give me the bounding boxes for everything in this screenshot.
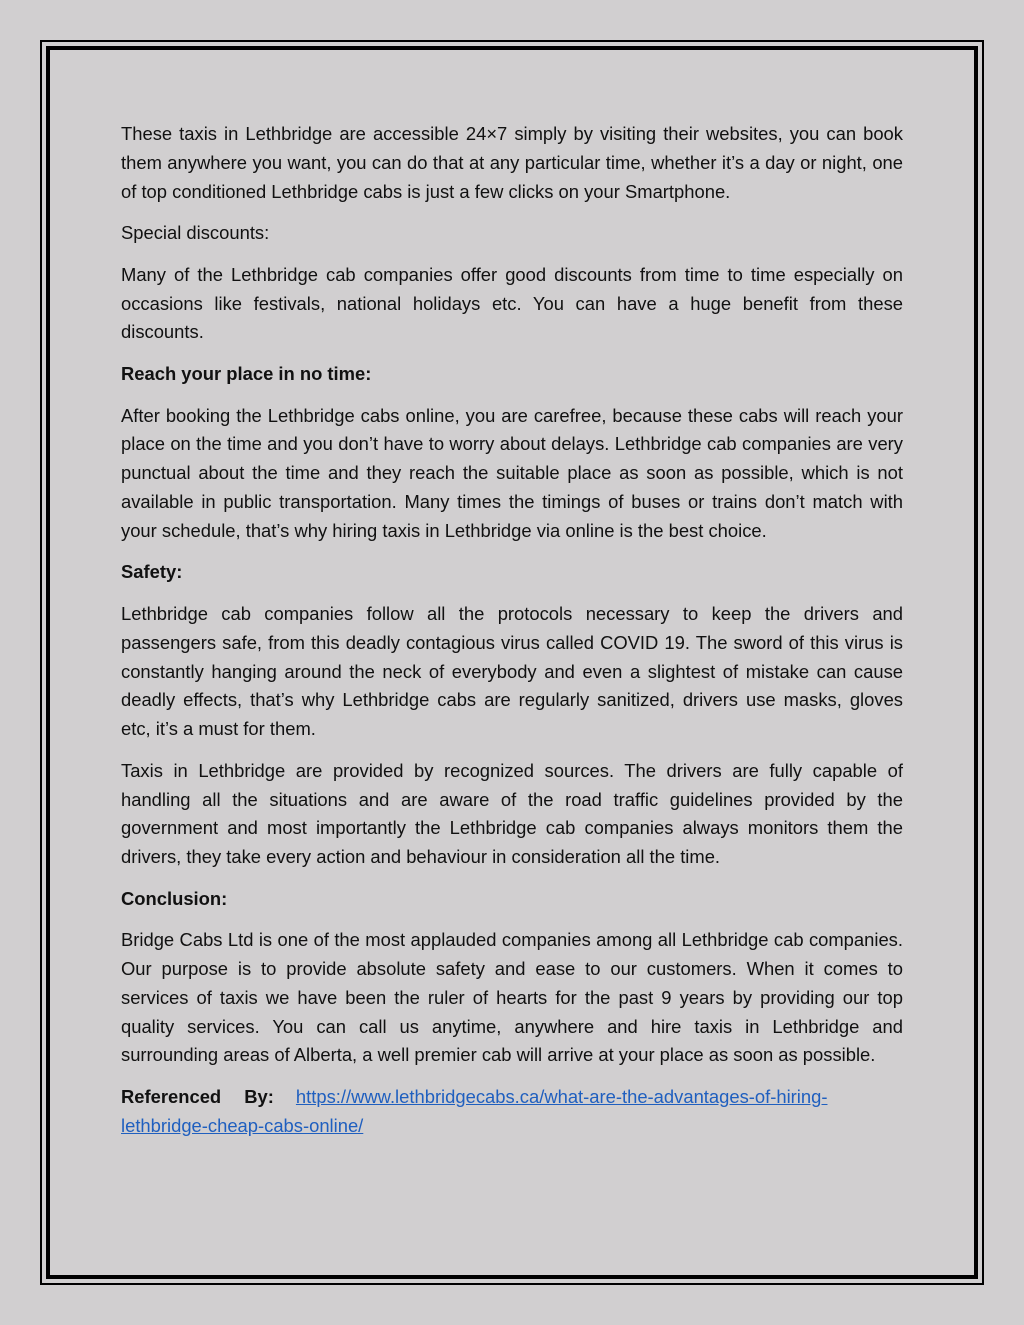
reference-label: Referenced By: — [121, 1086, 274, 1108]
paragraph-availability: These taxis in Lethbridge are accessible 24×7 simply by visiting their websites, you can book them anywhere you want, you can do that at any particular time, whether it’s a day or night, one of top conditioned Lethbridge cabs is just a few clicks on your Smartphone. — [121, 123, 903, 202]
heading-safety: Safety: — [121, 561, 183, 583]
heading-special-discounts: Special discounts: — [121, 222, 270, 244]
paragraph-recognized-sources: Taxis in Lethbridge are provided by recognized sources. The drivers are fully capable of handling all the situations and are aware of the road traffic guidelines provided by the government and most importantly the Lethbridge cab companies always monitors them the drivers, they take every action and behaviour in consideration all the time. — [121, 759, 903, 868]
reference-line — [121, 1083, 903, 1141]
heading-conclusion: Conclusion: — [121, 887, 228, 909]
paragraph-punctuality: After booking the Lethbridge cabs online, you are carefree, because these cabs will reach your place on the time and you don’t have to worry about delays. Lethbridge cab companies are very punctual about the time and they reach the suitable place as soon as possible, which is not available in public transportation. Many times the timings of buses or trains don’t match with your schedule, that’s why hiring taxis in Lethbridge via online is the best choice. — [121, 404, 903, 541]
paragraph-conclusion: Bridge Cabs Ltd is one of the most applauded companies among all Lethbridge cab companies. Our purpose is to provide absolute safety and ease to our customers. When it comes to services of taxis we have been the ruler of hearts for the past 9 years by providing our top quality services. You can call us anytime, anywhere and hire taxis in Lethbridge and surrounding areas of Alberta, a well premier cab will arrive at your place as soon as possible. — [121, 929, 903, 1066]
document-body — [121, 120, 903, 1153]
heading-reach-your-place: Reach your place in no time: — [121, 362, 372, 384]
paragraph-discounts: Many of the Lethbridge cab companies offer good discounts from time to time especially on occasions like festivals, national holidays etc. You can have a huge benefit from these discounts. — [121, 263, 903, 343]
paragraph-safety-protocols: Lethbridge cab companies follow all the protocols necessary to keep the drivers and passengers safe, from this deadly contagious virus called COVID 19. The sword of this virus is constantly hanging around the neck of everybody and even a slightest of mistake can cause deadly effects, that’s why Lethbridge cabs are regularly sanitized, drivers use masks, gloves etc, it’s a must for them. — [121, 602, 903, 740]
reference-link[interactable]: https://www.lethbridgecabs.ca/what-are-the-advantages-of-hiring-lethbridge-cheap-cabs-online/ — [121, 1086, 828, 1136]
